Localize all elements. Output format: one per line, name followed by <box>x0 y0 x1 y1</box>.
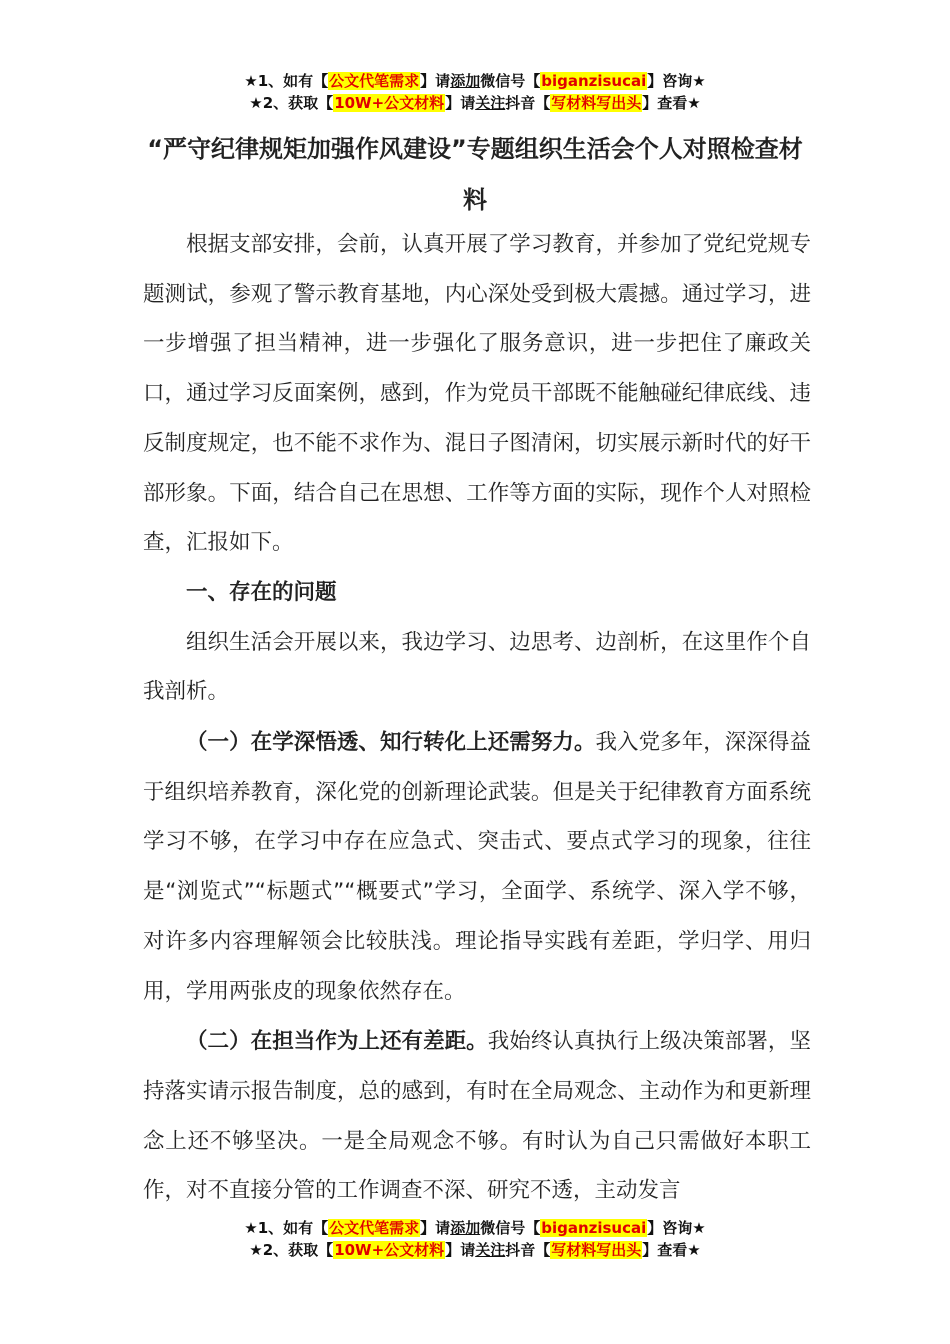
item-1-heading: （一）在学深悟透、知行转化上还需努力。 <box>186 730 596 756</box>
promo-text: 】咨询★ <box>647 1219 706 1237</box>
promo-text: ★2、获取【 <box>249 94 334 112</box>
promo-text: 抖音【 <box>505 1241 551 1259</box>
promo-highlight: 10W+公文材料 <box>334 94 445 112</box>
promo-banner-top <box>0 70 950 114</box>
promo-text: ★1、如有【 <box>244 72 329 90</box>
promo-text: 】查看★ <box>642 1241 701 1259</box>
item-2-paragraph <box>143 1017 811 1216</box>
intro-paragraph: 根据支部安排，会前，认真开展了学习教育，并参加了党纪党规专题测试，参观了警示教育基地，内心深处受到极大震撼。通过学习，进一步增强了担当精神，进一步强化了服务意识，进一步把住了廉政关口，通过学习反面案例，感到，作为党员干部既不能触碰纪律底线、违反制度规定，也不能不求作为、混日子图清闲，切实展示新时代的好干部形象。下面，结合自己在思想、工作等方面的实际，现作个人对照检查，汇报如下。 <box>143 232 811 556</box>
document-body <box>143 220 811 1216</box>
promo-text: 抖音【 <box>505 94 551 112</box>
promo-text: ★2、获取【 <box>249 1241 334 1259</box>
item-1-body: 我入党多年，深深得益于组织培养教育，深化党的创新理论武装。但是关于纪律教育方面系统学习不够，在学习中存在应急式、突击式、要点式学习的现象，往往是“浏览式”“标题式”“概要式”学习，全面学、系统学、深入学不够，对许多内容理解领会比较肤浅。理论指导实践有差距，学归学、用归用，学用两张皮的现象依然存在。 <box>143 730 811 1004</box>
item-2-body: 我始终认真执行上级决策部署，坚持落实请示报告制度，总的感到，有时在全局观念、主动作为和更新理念上还不够坚决。一是全局观念不够。有时认为自己只需做好本职工作，对不直接分管的工作调查不深、研究不透，主动发言 <box>143 1029 811 1204</box>
item-1-paragraph <box>143 718 811 1016</box>
promo-text: 】请 <box>445 1241 476 1259</box>
promo-underline: 关注 <box>475 1241 506 1259</box>
promo-text: 】请 <box>420 72 451 90</box>
promo-text: 】请 <box>445 94 476 112</box>
item-2-heading: （二）在担当作为上还有差距。 <box>186 1029 488 1055</box>
promo-text: 】咨询★ <box>647 72 706 90</box>
document-title: “严守纪律规矩加强作风建设”专题组织生活会个人对照检查材料 <box>147 135 803 214</box>
promo-text: ★1、如有【 <box>244 1219 329 1237</box>
promo-line-2 <box>0 92 950 114</box>
promo-highlight-wechat: biganzisucai <box>541 1219 647 1237</box>
promo-underline: 关注 <box>475 94 506 112</box>
section-intro-paragraph: 组织生活会开展以来，我边学习、边思考、边剖析，在这里作个自我剖析。 <box>143 629 811 705</box>
promo-underline: 添加 <box>450 1219 481 1237</box>
promo-highlight: 公文代笔需求 <box>329 72 420 90</box>
promo-line-1 <box>0 70 950 92</box>
promo-underline: 添加 <box>450 72 481 90</box>
promo-highlight: 10W+公文材料 <box>334 1241 445 1259</box>
section-heading: 一、存在的问题 <box>186 579 337 605</box>
promo-highlight-douyin: 写材料写出头 <box>551 94 642 112</box>
promo-highlight: 公文代笔需求 <box>329 1219 420 1237</box>
promo-text: 微信号【 <box>480 1219 541 1237</box>
promo-text: 】查看★ <box>642 94 701 112</box>
promo-text: 微信号【 <box>480 72 541 90</box>
promo-highlight-wechat: biganzisucai <box>541 72 647 90</box>
promo-banner-bottom <box>0 1217 950 1261</box>
promo-line-2 <box>0 1239 950 1261</box>
promo-text: 】请 <box>420 1219 451 1237</box>
promo-line-1 <box>0 1217 950 1239</box>
promo-highlight-douyin: 写材料写出头 <box>551 1241 642 1259</box>
